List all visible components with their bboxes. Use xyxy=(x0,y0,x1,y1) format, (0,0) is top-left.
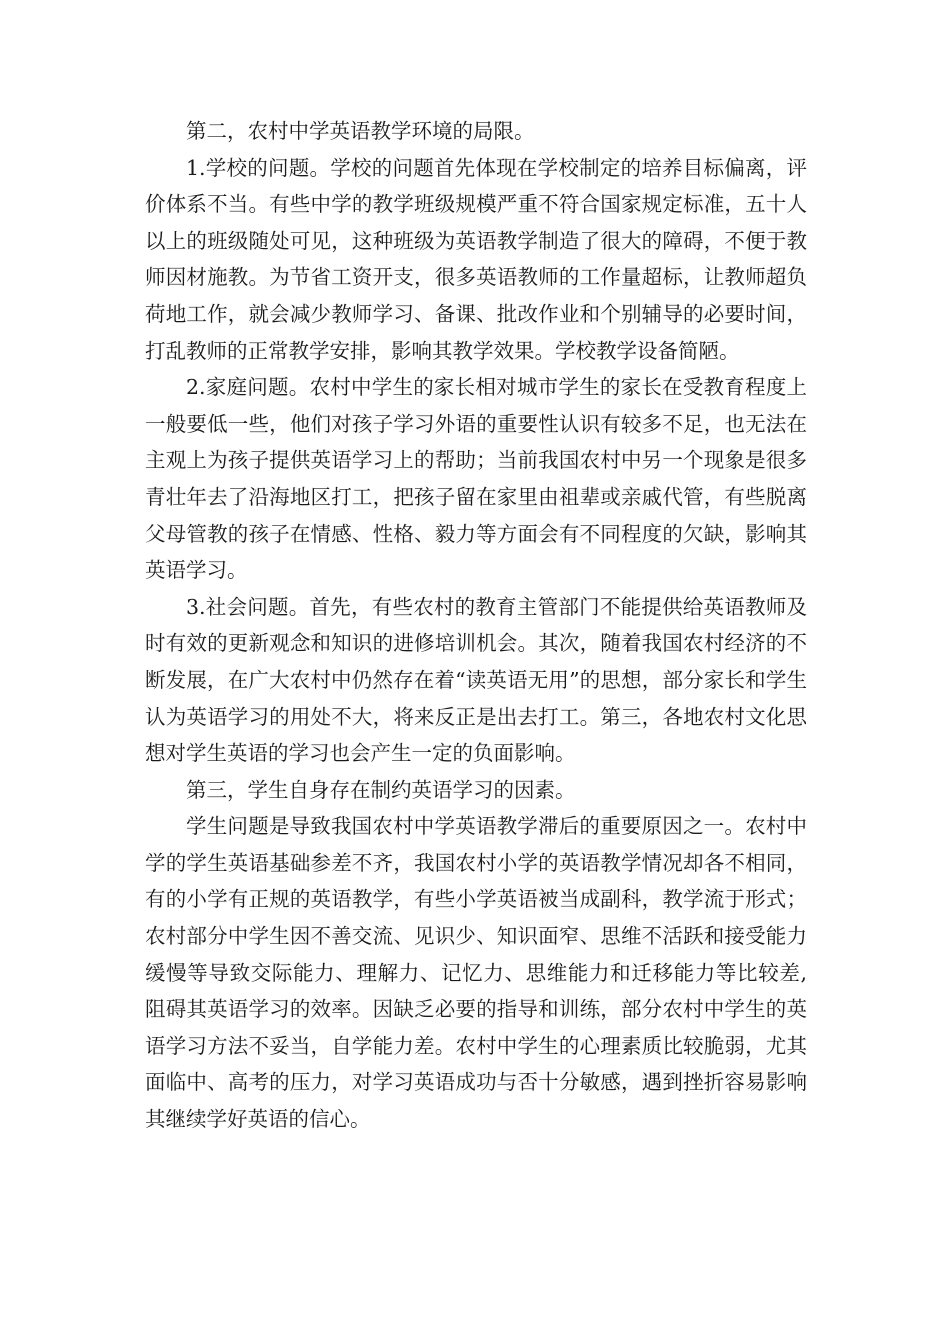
document-body xyxy=(145,113,807,1138)
paragraph-social-problems: 3.社会问题。首先，有些农村的教育主管部门不能提供给英语教师及时有效的更新观念和知识的进修培训机会。其次，随着我国农村经济的不断发展，在广大农村中仍然存在着“读英语无用”的思想，部分家长和学生认为英语学习的用处不大，将来反正是出去打工。第三，各地农村文化思想对学生英语的学习也会产生一定的负面影响。 xyxy=(145,594,807,766)
paragraph-student-problems: 学生问题是导致我国农村中学英语教学滞后的重要原因之一。农村中学的学生英语基础参差不齐，我国农村小学的英语教学情况却各不相同，有的小学有正规的英语教学，有些小学英语被当成副科，教学流于形式；农村部分中学生因不善交流、见识少、知识面窄、思维不活跃和接受能力缓慢等导致交际能力、理解力、记忆力、思维能力和迁移能力等比较差,阻碍其英语学习的效率。因缺乏必要的指导和训练，部分农村中学生的英语学习方法不妥当，自学能力差。农村中学生的心理素质比较脆弱，尤其面临中、高考的压力，对学习英语成功与否十分敏感，遇到挫折容易影响其继续学好英语的信心。 xyxy=(145,814,807,1132)
paragraph-family-problems: 2.家庭问题。农村中学生的家长相对城市学生的家长在受教育程度上一般要低一些，他们对孩子学习外语的重要性认识有较多不足，也无法在主观上为孩子提供英语学习上的帮助；当前我国农村中另一个现象是很多青壮年去了沿海地区打工，把孩子留在家里由祖辈或亲戚代管，有些脱离父母管教的孩子在情感、性格、毅力等方面会有不同程度的欠缺，影响其英语学习。 xyxy=(145,375,807,583)
paragraph-school-problems: 1.学校的问题。学校的问题首先体现在学校制定的培养目标偏离，评价体系不当。有些中学的教学班级规模严重不符合国家规定标准，五十人以上的班级随处可见，这种班级为英语教学制造了很大的障碍，不便于教师因材施教。为节省工资开支，很多英语教师的工作量超标，让教师超负荷地工作，就会减少教师学习、备课、批改作业和个别辅导的必要时间，打乱教师的正常教学安排，影响其教学效果。学校教学设备简陋。 xyxy=(145,155,807,363)
section-heading-student-factors: 第三，学生自身存在制约英语学习的因素。 xyxy=(186,777,576,802)
section-heading-environment: 第二，农村中学英语教学环境的局限。 xyxy=(186,119,535,143)
